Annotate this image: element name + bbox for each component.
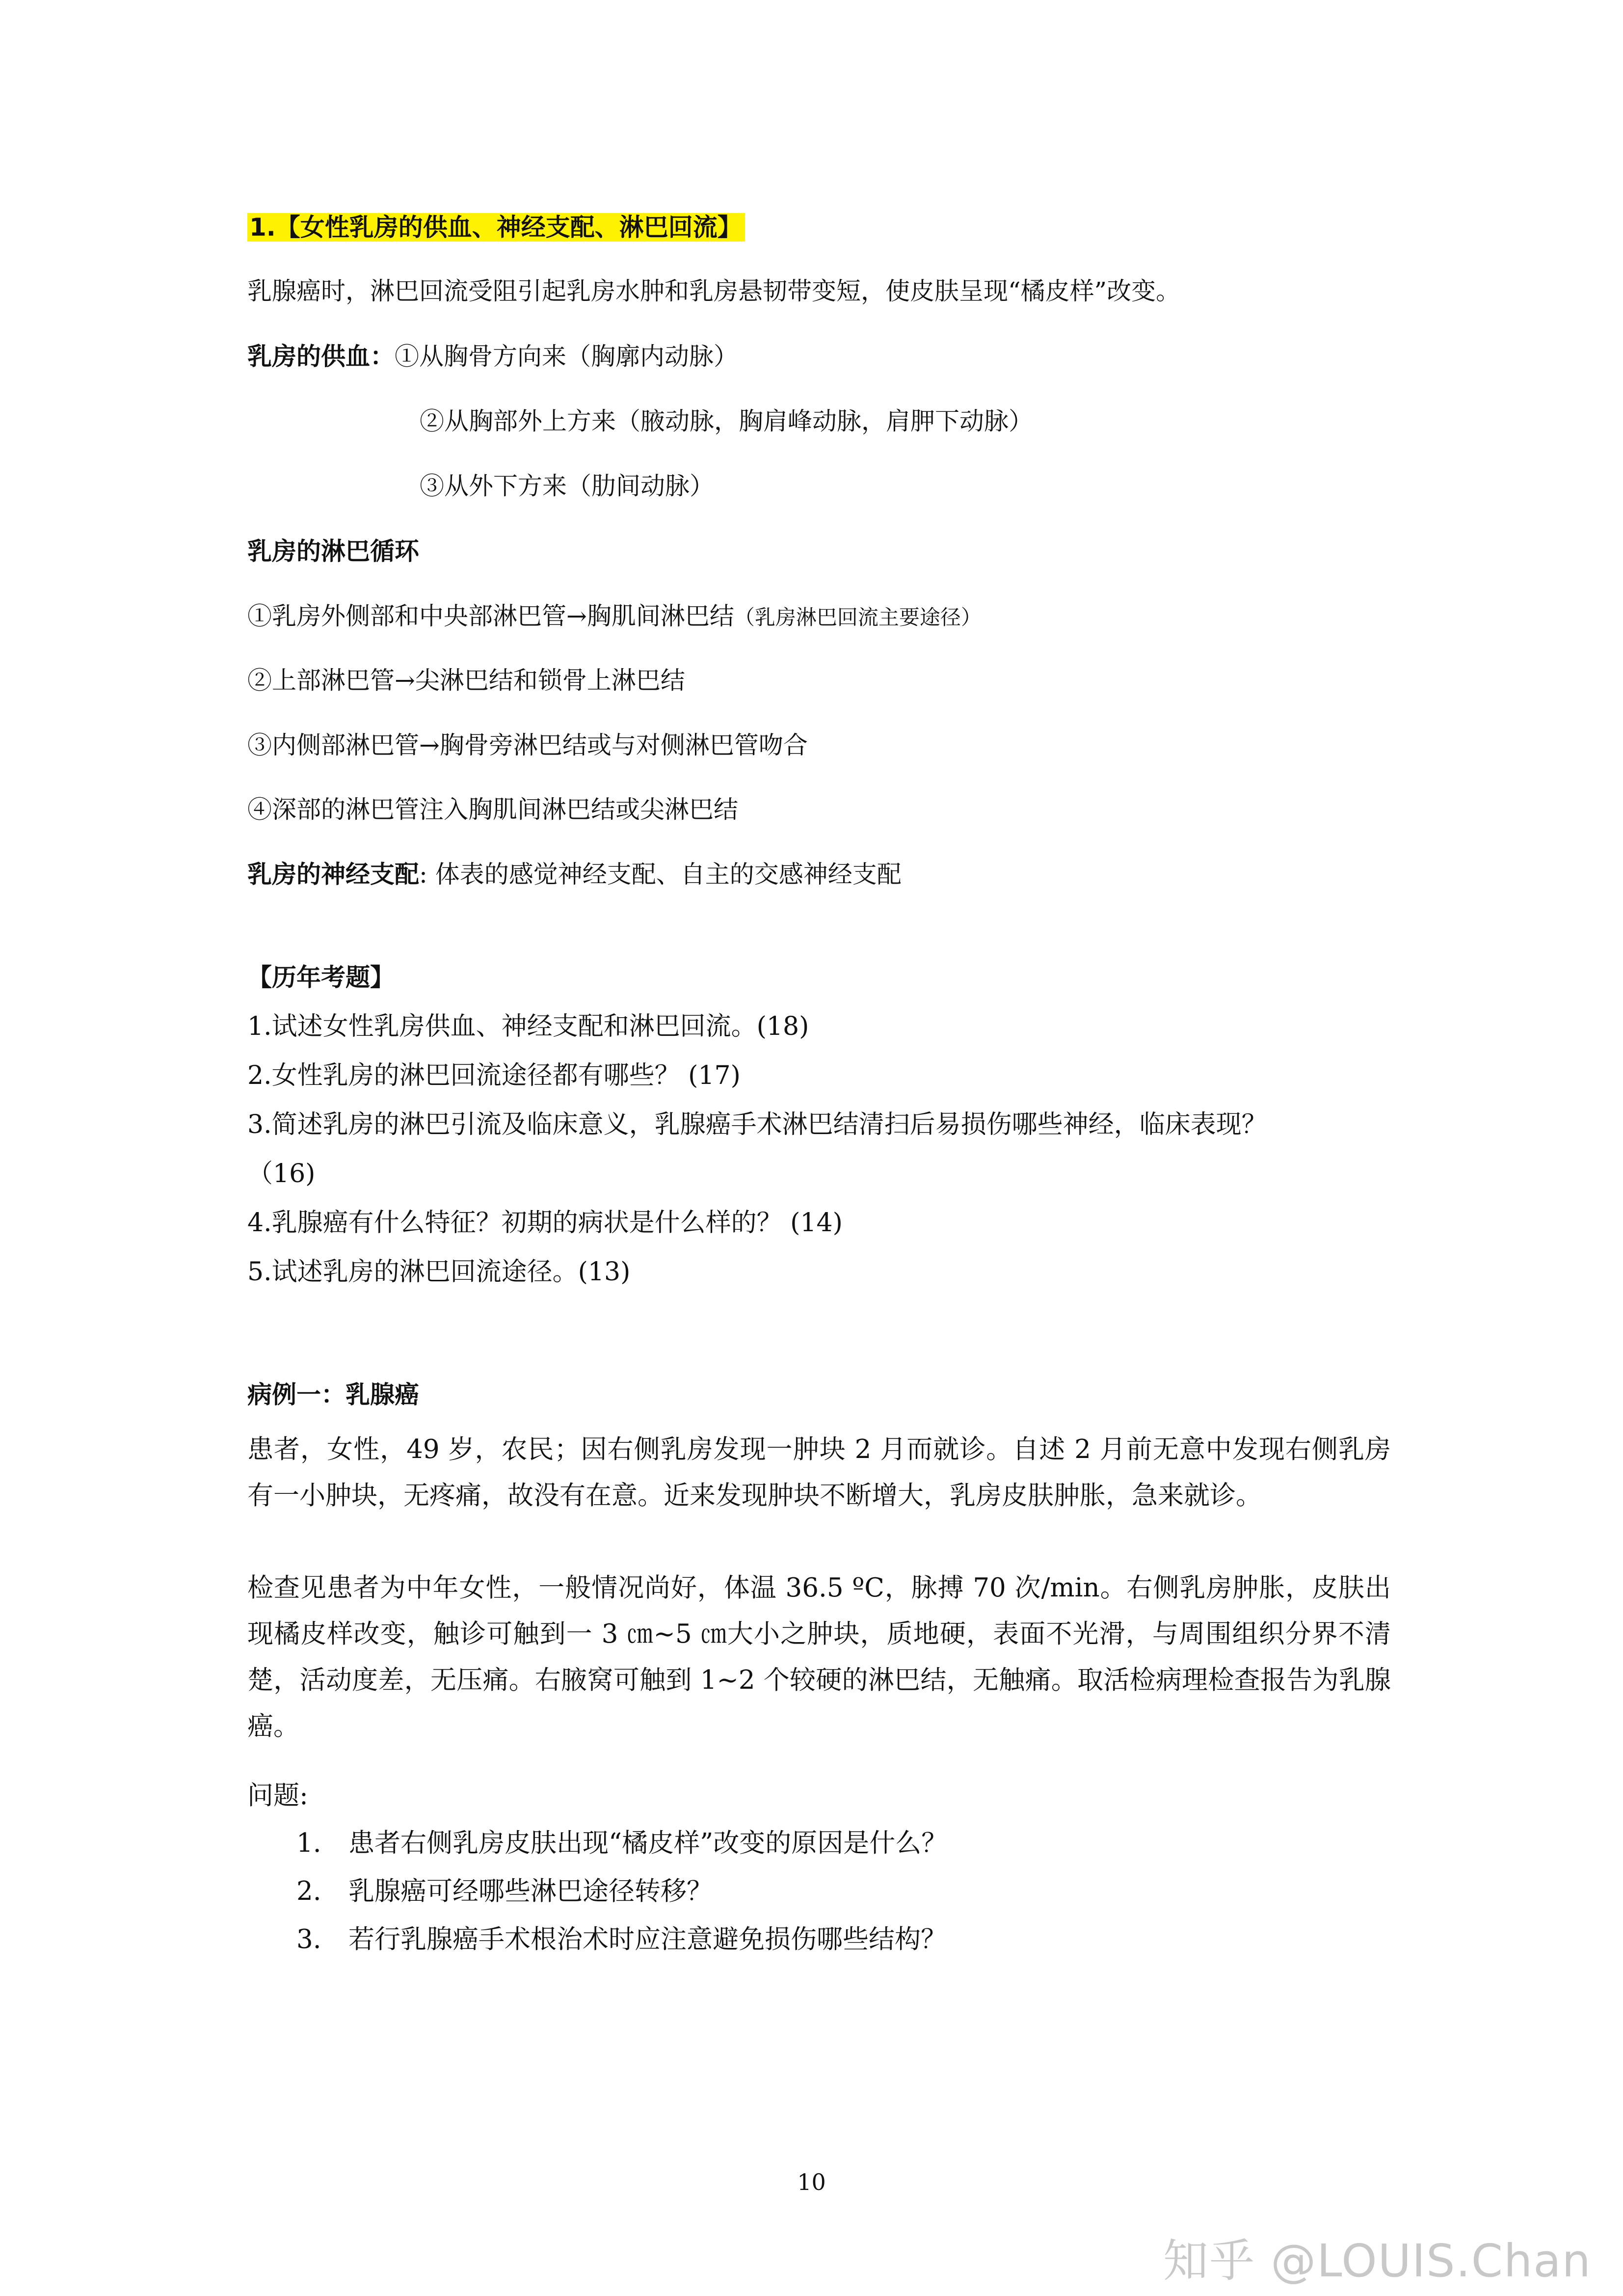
- question-text: 若行乳腺癌手术根治术时应注意避免损伤哪些结构？: [348, 1924, 947, 1954]
- question-text: 乳腺癌可经哪些淋巴途径转移？: [348, 1876, 713, 1906]
- question-item-1: [296, 1826, 947, 1861]
- blood-supply-item-3: ③从外下方来（肋间动脉）: [420, 472, 714, 500]
- nerve-line: [247, 858, 902, 891]
- case-paragraph-2: 检查见患者为中年女性，一般情况尚好，体温 36.5 ºC，脉搏 70 次/min。右侧乳房肿胀，皮肤出现橘皮样改变，触诊可触到一 3 ㎝~5 ㎝大小之肿块，质地硬，表面不光滑，与周围组织分界不清楚，活动度差，无压痛。右腋窝可触到 1~2 个较硬的淋巴结，无触痛。取活检病理检查报告为乳腺癌。: [247, 1573, 1391, 1741]
- question-number: 3.: [296, 1924, 321, 1954]
- lymph-item-1-note: （乳房淋巴回流主要途径）: [734, 605, 982, 629]
- lymph-item-2: ②上部淋巴管→尖淋巴结和锁骨上淋巴结: [247, 666, 685, 695]
- question-number: 1.: [296, 1828, 321, 1858]
- blood-supply-item-1: ①从胸骨方向来（胸廓内动脉）: [395, 342, 738, 371]
- nerve-label: 乳房的神经支配: [247, 860, 419, 889]
- past-exam-item-3: 3.简述乳房的淋巴引流及临床意义，乳腺癌手术淋巴结清扫后易损伤哪些神经，临床表现？: [247, 1110, 1267, 1139]
- highlighted-title: 1.【女性乳房的供血、神经支配、淋巴回流】: [247, 213, 745, 242]
- question-text: 患者右侧乳房皮肤出现“橘皮样”改变的原因是什么？: [348, 1828, 948, 1858]
- past-exam-item-4: 4.乳腺癌有什么特征？初期的病状是什么样的？ (14): [247, 1208, 843, 1238]
- case-title: 病例一：乳腺癌: [247, 1380, 419, 1409]
- lymph-item-1-text: ①乳房外侧部和中央部淋巴管→胸肌间淋巴结: [247, 602, 734, 630]
- blood-supply-line: [247, 340, 738, 373]
- section-title: [247, 211, 745, 243]
- past-exams-heading: 【历年考题】: [247, 963, 395, 992]
- blood-supply-label: 乳房的供血：: [247, 342, 395, 371]
- past-exam-item-3-cont: （16): [247, 1159, 316, 1189]
- section-intro: 乳腺癌时，淋巴回流受阻引起乳房水肿和乳房悬韧带变短，使皮肤呈现“橘皮样”改变。: [247, 277, 1181, 305]
- past-exam-item-2: 2.女性乳房的淋巴回流途径都有哪些？ (17): [247, 1061, 741, 1090]
- nerve-text: : 体表的感觉神经支配、自主的交感神经支配: [419, 860, 902, 889]
- question-number: 2.: [296, 1876, 321, 1906]
- case-paragraph-1: 患者，女性，49 岁，农民；因右侧乳房发现一肿块 2 月而就诊。自述 2 月前无意中发现右侧乳房有一小肿块，无疼痛，故没有在意。近来发现肿块不断增大，乳房皮肤肿胀，急来就诊。: [247, 1434, 1391, 1511]
- lymph-item-1: [247, 600, 982, 634]
- question-item-3: [296, 1922, 947, 1957]
- questions-label: 问题:: [247, 1781, 308, 1810]
- past-exam-item-5: 5.试述乳房的淋巴回流途径。(13): [247, 1257, 631, 1287]
- blood-supply-item-2: ②从胸部外上方来（腋动脉，胸肩峰动脉，肩胛下动脉）: [420, 407, 1033, 435]
- question-item-2: [296, 1874, 713, 1909]
- page-number: 10: [797, 2169, 826, 2195]
- lymph-item-3: ③内侧部淋巴管→胸骨旁淋巴结或与对侧淋巴管吻合: [247, 731, 808, 759]
- watermark: 知乎 @LOUIS.Chan: [1163, 2235, 1592, 2287]
- lymph-item-4: ④深部的淋巴管注入胸肌间淋巴结或尖淋巴结: [247, 795, 738, 824]
- past-exam-item-1: 1.试述女性乳房供血、神经支配和淋巴回流。(18): [247, 1012, 809, 1041]
- lymph-heading: 乳房的淋巴循环: [247, 537, 419, 566]
